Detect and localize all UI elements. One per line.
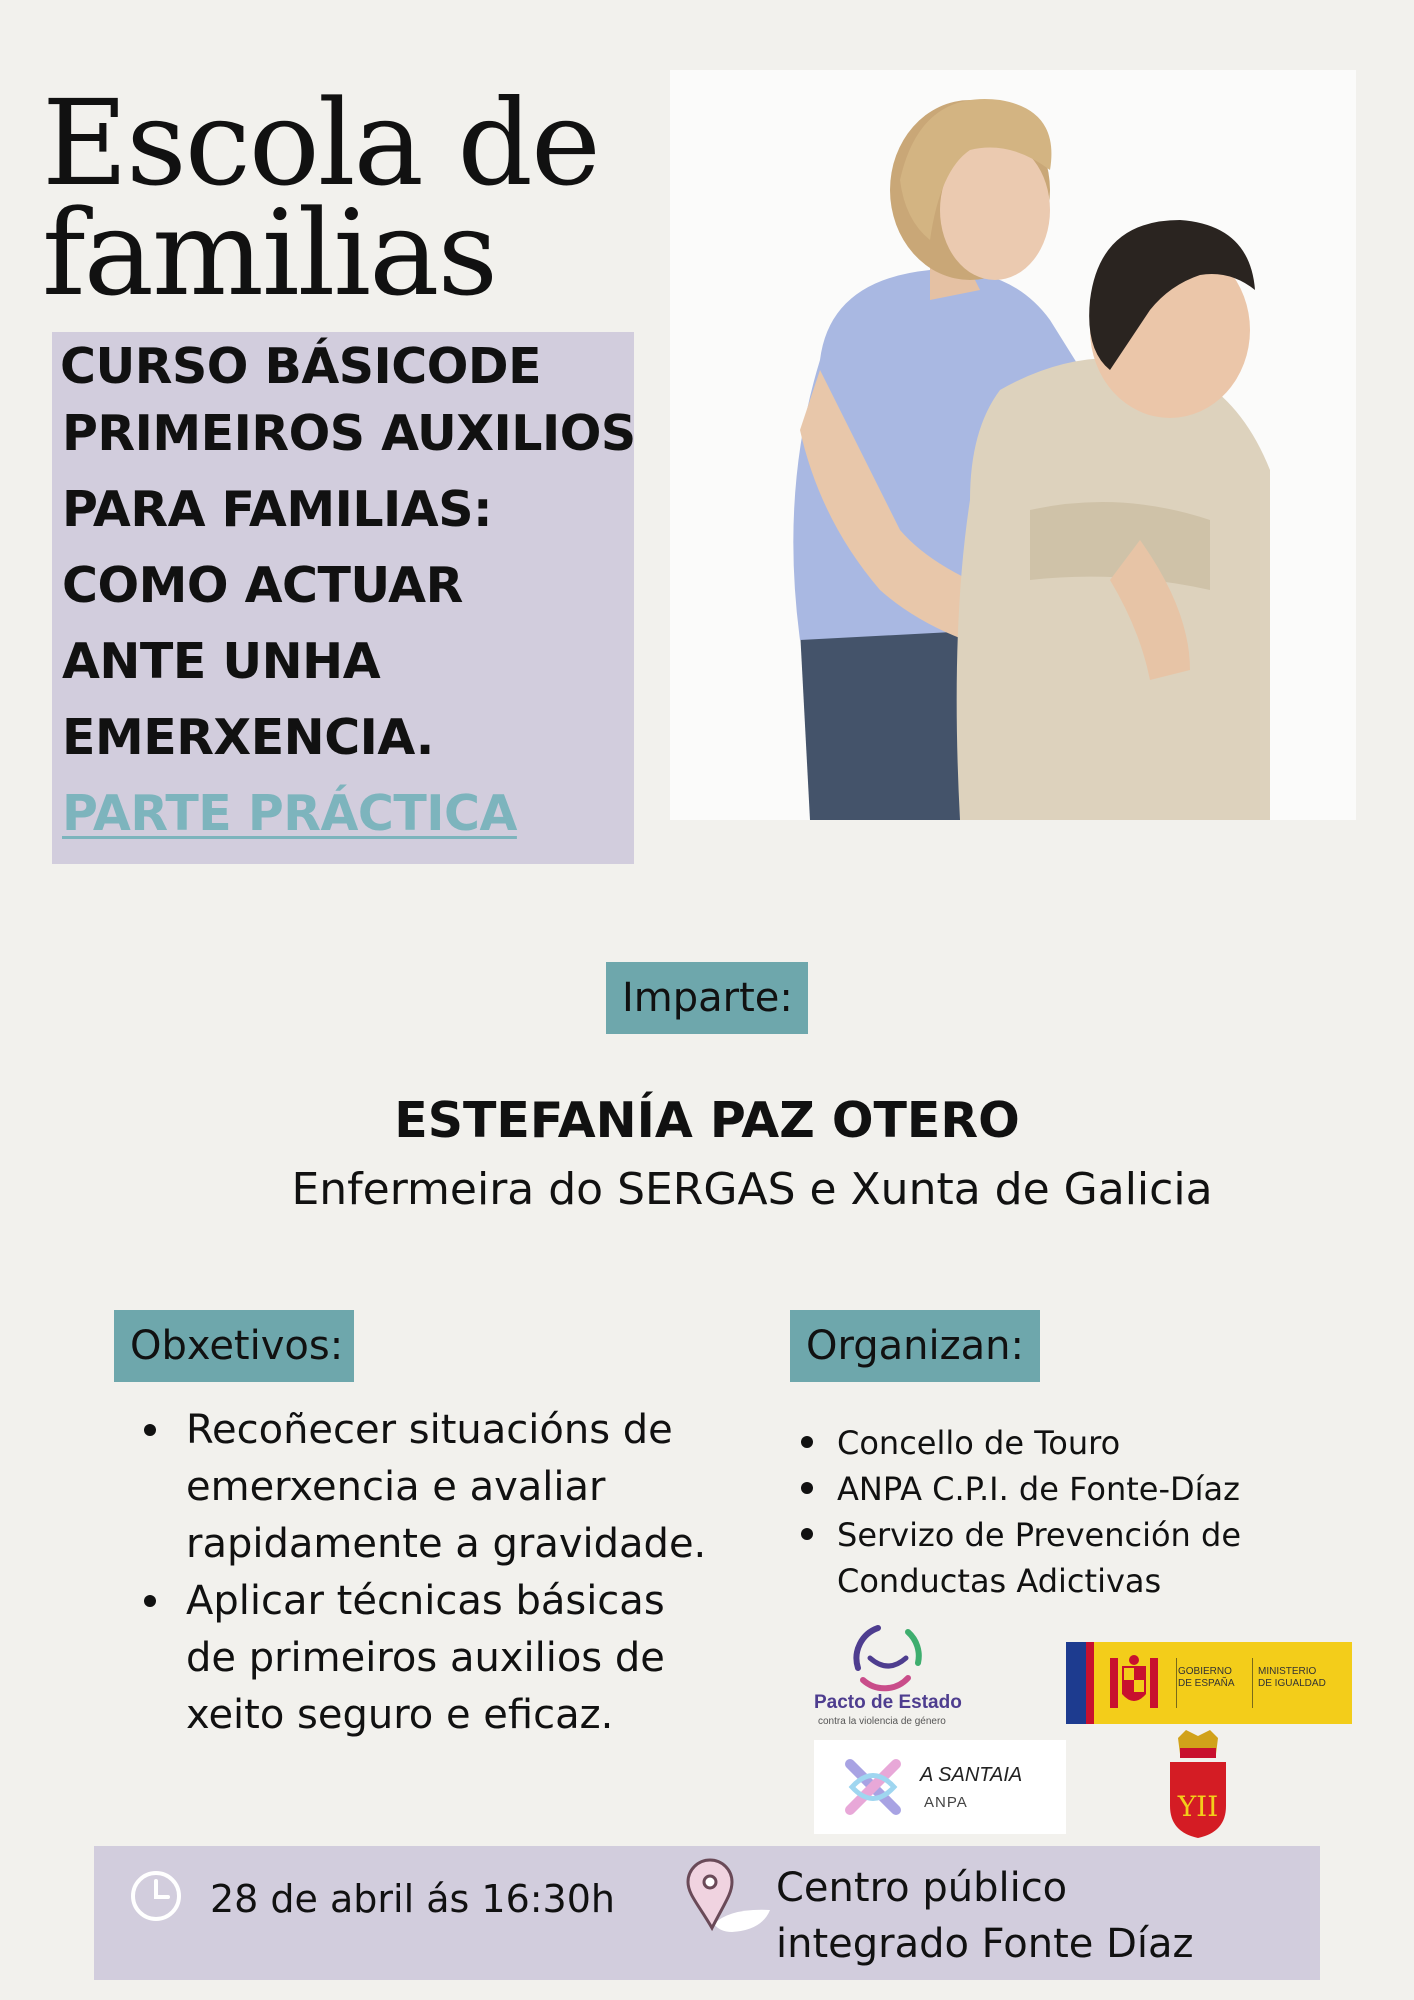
heimlich-maneuver-illustration <box>670 70 1356 820</box>
title-line-1: Escola de <box>42 74 599 212</box>
list-item: Concello de Touro <box>837 1420 1377 1466</box>
practical-part-link[interactable]: PARTE PRÁCTICA <box>62 785 517 842</box>
concello-touro-shield <box>1166 1728 1230 1840</box>
speaker-role: Enfermeira do SERGAS e Xunta de Galicia <box>291 1164 1213 1215</box>
speaker-tag: Imparte: <box>606 962 808 1034</box>
course-line: COMO ACTUAR <box>62 557 463 614</box>
course-line: PARA FAMILIAS: <box>62 481 493 538</box>
list-item: Aplicar técnicas básicas de primeiros auxilios de xeito seguro e eficaz. <box>186 1573 726 1744</box>
list-item: ANPA C.P.I. de Fonte-Díaz <box>837 1466 1377 1512</box>
course-line: EMERXENCIA. <box>62 709 434 766</box>
touro-coat-of-arms-icon <box>1166 1728 1230 1840</box>
pacto-subtitle: contra la violencia de género <box>818 1716 946 1727</box>
organizers-list <box>837 1420 1377 1604</box>
eu-flag-strip <box>1066 1642 1086 1724</box>
objectives-list <box>186 1402 726 1744</box>
course-line: ANTE UNHA <box>62 633 381 690</box>
place-line-1: Centro público <box>776 1865 1068 1911</box>
gobierno-label: GOBIERNO DE ESPAÑA <box>1178 1666 1235 1689</box>
spain-coat-of-arms-icon <box>1106 1652 1162 1714</box>
list-item: Servizo de Prevención de Conductas Adictivas <box>837 1512 1377 1604</box>
event-place <box>776 1860 1296 1972</box>
ministerio-label: MINISTERIO DE IGUALDAD <box>1258 1666 1326 1689</box>
shield-text: YII <box>1177 1790 1219 1823</box>
course-line: PRIMEIROS AUXILIOS <box>62 405 636 462</box>
course-title <box>62 338 642 852</box>
place-line-2: integrado Fonte Díaz <box>776 1921 1194 1967</box>
santaia-knot-icon <box>840 1754 906 1820</box>
objectives-tag: Obxetivos: <box>114 1310 354 1382</box>
course-line: CURSO BÁSICODE <box>60 338 542 395</box>
speaker-name: ESTEFANÍA PAZ OTERO <box>394 1092 1020 1149</box>
poster-title <box>42 74 602 322</box>
anpa-label: ANPA <box>924 1794 968 1811</box>
organizers-tag: Organizan: <box>790 1310 1040 1382</box>
list-item: Recoñecer situacións de emerxencia e avaliar rapidamente a gravidade. <box>186 1402 726 1573</box>
clock-icon <box>128 1868 184 1924</box>
event-date: 28 de abril ás 16:30h <box>210 1877 615 1921</box>
location-pin-icon <box>680 1858 776 1938</box>
title-line-2: familias <box>42 184 497 322</box>
spain-flag-strip <box>1086 1642 1094 1724</box>
ministerio-igualdad-logo <box>1066 1642 1352 1724</box>
anpa-santaia-logo <box>814 1740 1066 1834</box>
santaia-label: A SANTAIA <box>920 1764 1023 1786</box>
pacto-de-estado-logo <box>808 1618 968 1728</box>
first-aid-photo <box>670 70 1356 820</box>
pacto-title: Pacto de Estado <box>814 1692 962 1713</box>
